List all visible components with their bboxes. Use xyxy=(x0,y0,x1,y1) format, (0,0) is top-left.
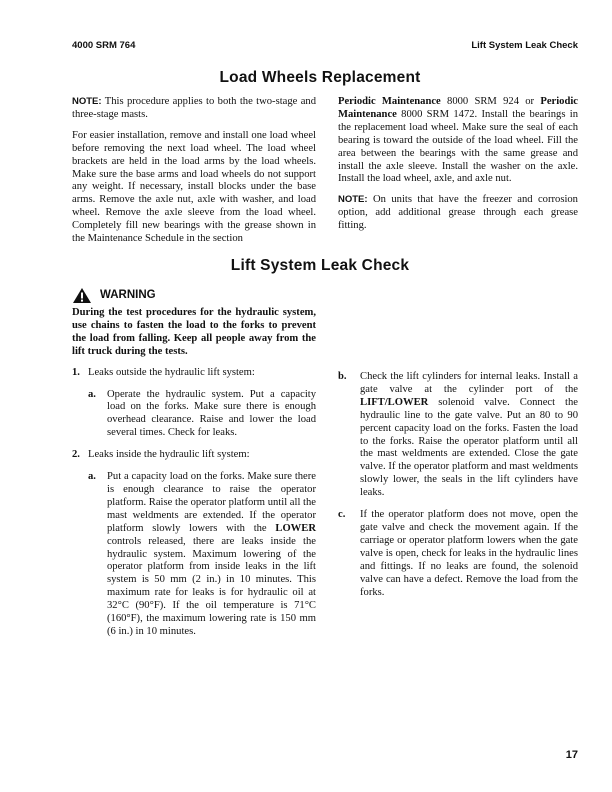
header-doc-id: 4000 SRM 764 xyxy=(72,40,136,51)
note-1-text: This procedure applies to both the two-stage and three-stage masts. xyxy=(72,96,316,120)
warning-text: During the test procedures for the hydraulic system, use chains to fasten the load to the forks to prevent the load from falling. Keep all people away from the lift truck during the tests. xyxy=(72,307,316,357)
note-1 xyxy=(72,96,316,122)
section2-left-column xyxy=(72,287,316,637)
ref-1-number: 8000 SRM 924 or xyxy=(447,96,535,107)
step-1a-text: Operate the hydraulic system. Put a capacity load on the forks. Make sure there is enough overhead clearance. Raise and lower the load several times. Check for leaks. xyxy=(107,388,316,439)
step-1a xyxy=(88,389,316,441)
step-2a-text-after: controls released, there are leaks inside the hydraulic system. Maximum lowering of the operator platform from inside leaks in the lift system is 50 mm (2 in.) in 10 minutes. This maximum rate for leaks is for hydraulic oil at 32°C (90°F). If the oil temperature is 71°C (160°F), the maximum lowering rate is 150 mm (6 in.) in 10 minutes. xyxy=(107,535,316,637)
page-number: 17 xyxy=(565,749,578,761)
ref-periodic-maintenance-1: Periodic Maintenance xyxy=(338,96,441,107)
note-1-label: NOTE: xyxy=(72,96,102,107)
header-section-title: Lift System Leak Check xyxy=(471,40,578,51)
step-1-number: 1. xyxy=(72,366,80,378)
note-2-text: On units that have the freezer and corrosion option, add additional grease through each grease fitting. xyxy=(338,194,578,232)
step-2c-text: If the operator platform does not move, open the gate valve and check the movement again. If the carriage or operator platform lowers when the gate valve is open, check for leaks in the hydraulic lines and fittings. If no leaks are found, the solenoid valve can have a defect. Remove the load from the forks. xyxy=(360,509,578,598)
section1-left-column xyxy=(72,96,316,254)
note-2-label: NOTE: xyxy=(338,194,368,206)
step-2c-letter: c. xyxy=(338,509,346,521)
step-1-text: Leaks outside the hydraulic lift system: xyxy=(88,366,255,378)
lower-control-label: LOWER xyxy=(275,522,316,534)
section2-right-column xyxy=(338,371,578,608)
step-1a-letter: a. xyxy=(88,388,96,400)
lift-lower-valve-label: LIFT/LOWER xyxy=(360,396,429,408)
warning-heading xyxy=(72,287,316,304)
step-2a xyxy=(88,471,316,637)
section-title-leak-check: Lift System Leak Check xyxy=(230,257,410,274)
note-2 xyxy=(338,194,578,233)
warning-triangle-icon xyxy=(72,287,92,304)
section1-right-column xyxy=(338,96,578,241)
step-2-text: Leaks inside the hydraulic lift system: xyxy=(88,449,250,461)
step-2b-text-after: solenoid valve. Connect the hydraulic line to the gate valve. Put an 80 to 90 percent capacity load on the forks. Fasten the load to the forks. Raise the operator platform until all the mast weldments are extended. Close the gate valve. If the operator platform and mast weldments slowly lower, the seals in the lift cylinders have leaks. xyxy=(360,396,578,499)
step-2b-letter: b. xyxy=(338,371,347,382)
load-wheel-paragraph: For easier installation, remove and install one load wheel before removing the next load wheel. The load wheel brackets are held in the load arms by the load wheels. Make sure the base arms and load wheels do not support any weight. If necessary, install blocks under the base arms. Remove the axle nut, axle with washer, and load wheel. Remove the axle sleeve from the load wheel. Completely fill new bearings with the grease shown in the Maintenance Schedule in the section xyxy=(72,129,316,245)
load-wheel-paragraph-cont xyxy=(338,96,578,186)
step-2c xyxy=(338,509,578,599)
step-2b-text-before: Check the lift cylinders for internal leaks. Install a gate valve at the cylinder port of the xyxy=(360,371,578,395)
step-2b xyxy=(338,371,578,500)
step-2a-text-before: Put a capacity load on the forks. Make sure there is enough clearance to raise the operator platform. Raise the operator platform until all the mast weldments are extended. If the operator platform slowly lowers with the xyxy=(107,471,316,534)
step-2-number: 2. xyxy=(72,449,80,461)
section-title-load-wheels: Load Wheels Replacement xyxy=(219,69,421,86)
step-2a-letter: a. xyxy=(88,471,96,483)
ref-periodic-maintenance-2: Periodic Maintenance xyxy=(338,96,578,120)
step-1 xyxy=(72,367,316,380)
ref-2-continuation: 8000 SRM 1472. Install the bearings in the replacement load wheel. Make sure the seal of each bearing is toward the outside of the load wheel. Fill the area between the bearings with the same grease and install the axle sleeve. Install the washer on the axle. Install the load wheel, axle, and axle nut. xyxy=(338,108,578,185)
step-2 xyxy=(72,449,316,462)
warning-label: WARNING xyxy=(100,289,156,302)
